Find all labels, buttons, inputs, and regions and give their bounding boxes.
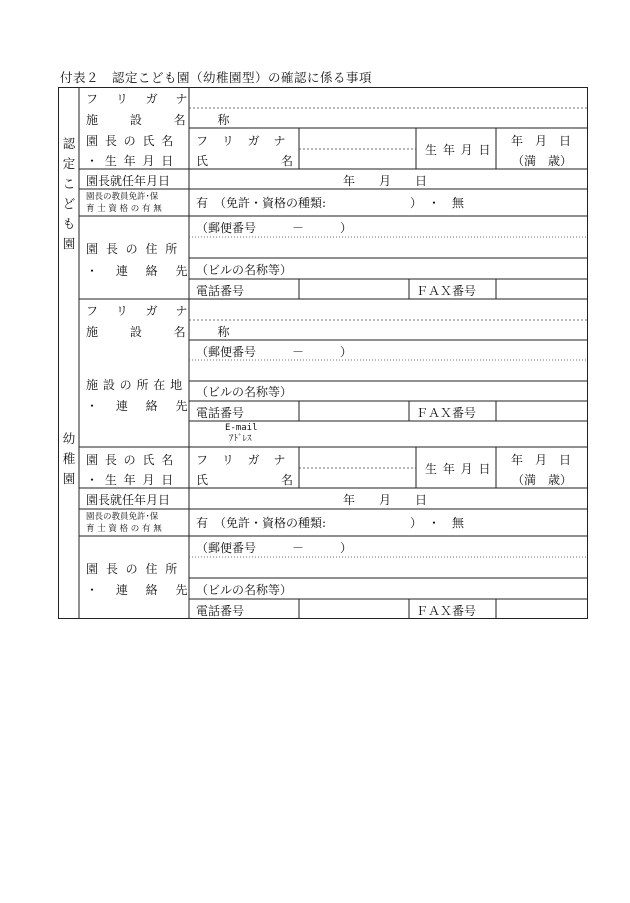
label-fax-a: ＦＡＸ番号 (416, 284, 477, 298)
label-email-2-b: ｱﾄﾞﾚｽ (229, 434, 252, 444)
label-renrakusaki-b: ・ 連 絡 先 (86, 399, 195, 413)
label-seinengappi-line-a: ・ 生 年 月 日 (86, 154, 175, 168)
label-encho-jusho-a: 園 長 の 住 所 (86, 242, 180, 256)
label-shi-a: 氏 (196, 154, 209, 168)
label-menkyo-2-b: 育 士 資 格 の 有 無 (86, 524, 162, 534)
value-yubin-a: （郵便番号 － ） (196, 221, 353, 235)
label-fax-b: ＦＡＸ番号 (416, 406, 477, 420)
label-encho-shunin-b: 園長就任年月日 (86, 493, 171, 507)
label-seinengappi-b: 生 年 月 日 (425, 462, 492, 476)
page-caption: 付表２ 認定こども園（幼稚園型）の確認に係る事項 (60, 70, 373, 85)
label-nen-tsuki-hi-a: 年 月 日 (511, 134, 572, 148)
side-label-nintei-2: こ (62, 176, 76, 191)
label-encho-jusho-b: 園 長 の 住 所 (86, 562, 180, 576)
value-building-b2: （ビルの名称等） (196, 583, 293, 597)
value-yubin-b2: （郵便番号 － ） (196, 541, 353, 555)
value-yubin-b: （郵便番号 － ） (196, 345, 353, 359)
label-fax-b2: ＦＡＸ番号 (416, 604, 477, 618)
side-label-nintei-4: も (62, 216, 76, 231)
label-menkyo-1-b: 園長の教員免許･保 (86, 512, 159, 522)
label-shi-b: 氏 (196, 473, 209, 487)
value-building-b: （ビルの名称等） (196, 385, 293, 399)
side-label-youchien-1: 稚 (62, 451, 76, 466)
label-mei-a: 名 (281, 154, 294, 168)
value-building-a: （ビルの名称等） (196, 263, 293, 277)
label-encho-shunin-a: 園長就任年月日 (86, 174, 171, 188)
side-label-youchien-0: 幼 (62, 431, 76, 446)
label-shozaichi-b: 施 設 の 所 在 地 (86, 378, 183, 392)
label-shisetsu-meisho-a: 施 設 名 称 (86, 113, 244, 127)
label-seinengappi-line-b: ・ 生 年 月 日 (86, 473, 175, 487)
value-shunin-date-a: 年 月 日 (343, 174, 428, 188)
value-menkyo-b: 有 （免許・資格の種類: ） ・ 無 (196, 516, 465, 530)
value-menkyo-a: 有 （免許・資格の種類: ） ・ 無 (196, 196, 465, 210)
label-furigana-inner-b: フ リ ガ ナ (196, 453, 291, 467)
side-label-nintei-1: 定 (62, 156, 76, 171)
label-renrakusaki-a: ・ 連 絡 先 (86, 264, 195, 278)
label-nen-tsuki-hi-b: 年 月 日 (511, 453, 572, 467)
side-label-nintei-0: 認 (62, 136, 76, 151)
label-man-sai-a: （満 歳） (512, 154, 573, 168)
label-encho-shimei-a: 園 長 の 氏 名 (86, 134, 175, 148)
side-label-nintei-5: 園 (62, 236, 76, 251)
label-furigana-inner-a: フ リ ガ ナ (196, 134, 291, 148)
label-denwa-b: 電話番号 (196, 406, 245, 420)
label-renrakusaki-b2: ・ 連 絡 先 (86, 583, 195, 597)
confirmation-form-table (58, 87, 588, 619)
label-denwa-b2: 電話番号 (196, 604, 245, 618)
label-man-sai-b: （満 歳） (512, 473, 573, 487)
value-shunin-date-b: 年 月 日 (343, 493, 428, 507)
label-furigana-b: フ リ ガ ナ (86, 304, 195, 318)
label-shisetsu-meisho-b: 施 設 名 称 (86, 325, 244, 339)
label-seinengappi-a: 生 年 月 日 (425, 143, 492, 157)
side-label-youchien-2: 園 (62, 471, 76, 486)
label-encho-shimei-b: 園 長 の 氏 名 (86, 453, 175, 467)
label-furigana-a: フ リ ガ ナ (86, 92, 195, 106)
label-menkyo-2-a: 育 士 資 格 の 有 無 (86, 204, 162, 214)
label-menkyo-1-a: 園長の教員免許･保 (86, 192, 159, 202)
label-denwa-a: 電話番号 (196, 284, 245, 298)
label-mei-b: 名 (281, 473, 294, 487)
label-email-1-b: E-mail (225, 423, 258, 433)
side-label-nintei-3: ど (62, 196, 76, 211)
